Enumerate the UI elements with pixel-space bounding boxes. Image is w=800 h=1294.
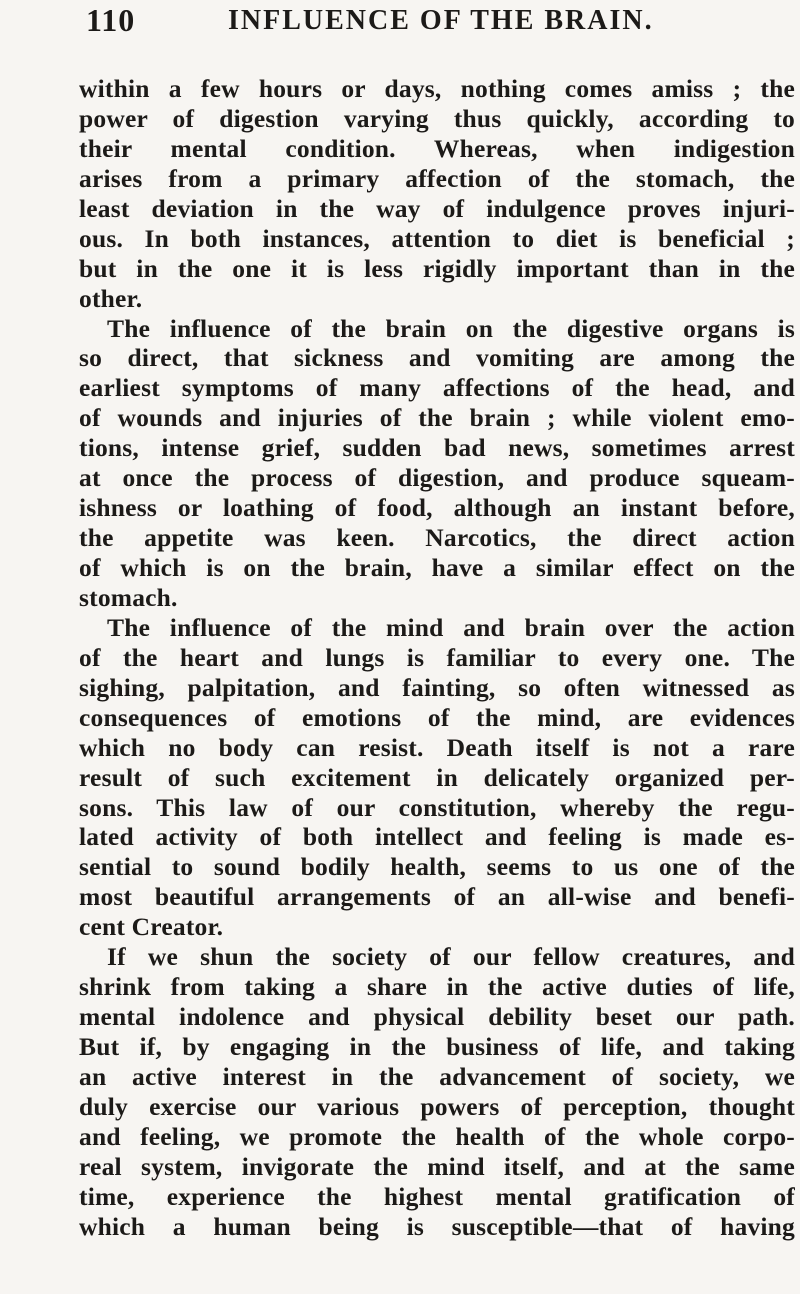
text-line: cent Creator. [79,912,224,942]
paragraph-first-line: If we shun the society of our fellow creatures, and [107,942,795,972]
text-line: of the heart and lungs is familiar to every one. The [79,642,795,672]
text-line: ous. In both instances, attention to diet is beneficial ; [79,223,795,253]
text-line: other. [79,283,143,313]
text-line: sighing, palpitation, and fainting, so often witnessed as [79,672,795,702]
running-title: INFLUENCE OF THE BRAIN. [228,5,654,36]
text-line: and feeling, we promote the health of the whole corpo- [79,1121,795,1151]
text-line: consequences of emotions of the mind, are evidences [79,702,795,732]
text-line: least deviation in the way of indulgence proves injuri- [79,193,795,223]
text-line: arises from a primary affection of the stomach, the [79,163,795,193]
text-line: which a human being is susceptible—that of having [79,1211,795,1241]
text-line: stomach. [79,582,178,612]
text-line: but in the one it is less rigidly important than in the [79,253,795,283]
text-line: within a few hours or days, nothing comes amiss ; the [79,74,795,103]
text-line: an active interest in the advancement of society, we [79,1061,795,1091]
text-line: mental indolence and physical debility beset our path. [79,1002,795,1032]
text-line: lated activity of both intellect and feeling is made es- [79,822,795,852]
text-line: which no body can resist. Death itself is not a rare [79,732,795,762]
text-line: sons. This law of our constitution, whereby the regu- [79,792,795,822]
text-line: earliest symptoms of many affections of the head, and [79,373,795,403]
page-number: 110 [86,2,136,38]
text-line: sential to sound bodily health, seems to us one of the [79,852,795,882]
paragraph-first-line: The influence of the mind and brain over the action [107,612,795,642]
text-line: the appetite was keen. Narcotics, the direct action [79,523,795,553]
text-line: real system, invigorate the mind itself, and at the same [79,1151,795,1181]
text-line: at once the process of digestion, and produce squeam- [79,463,795,493]
text-line: of wounds and injuries of the brain ; while violent emo- [79,403,795,433]
running-head [86,2,760,72]
text-line: ishness or loathing of food, although an instant before, [79,493,795,523]
text-line: result of such excitement in delicately organized per- [79,762,795,792]
paragraph-first-line: The influence of the brain on the digestive organs is [107,313,795,343]
text-line: tions, intense grief, sudden bad news, sometimes arrest [79,433,795,463]
text-line: so direct, that sickness and vomiting are among the [79,343,795,373]
text-line: time, experience the highest mental gratification of [79,1181,795,1211]
text-line: duly exercise our various powers of perception, thought [79,1091,795,1121]
text-line: But if, by engaging in the business of life, and taking [79,1032,795,1061]
text-line: power of digestion varying thus quickly, according to [79,103,795,133]
body-text [79,74,795,1242]
text-line: of which is on the brain, have a similar effect on the [79,553,795,582]
text-line: shrink from taking a share in the active duties of life, [79,972,795,1002]
text-line: their mental condition. Whereas, when indigestion [79,133,795,163]
text-line: most beautiful arrangements of an all-wise and benefi- [79,882,795,912]
